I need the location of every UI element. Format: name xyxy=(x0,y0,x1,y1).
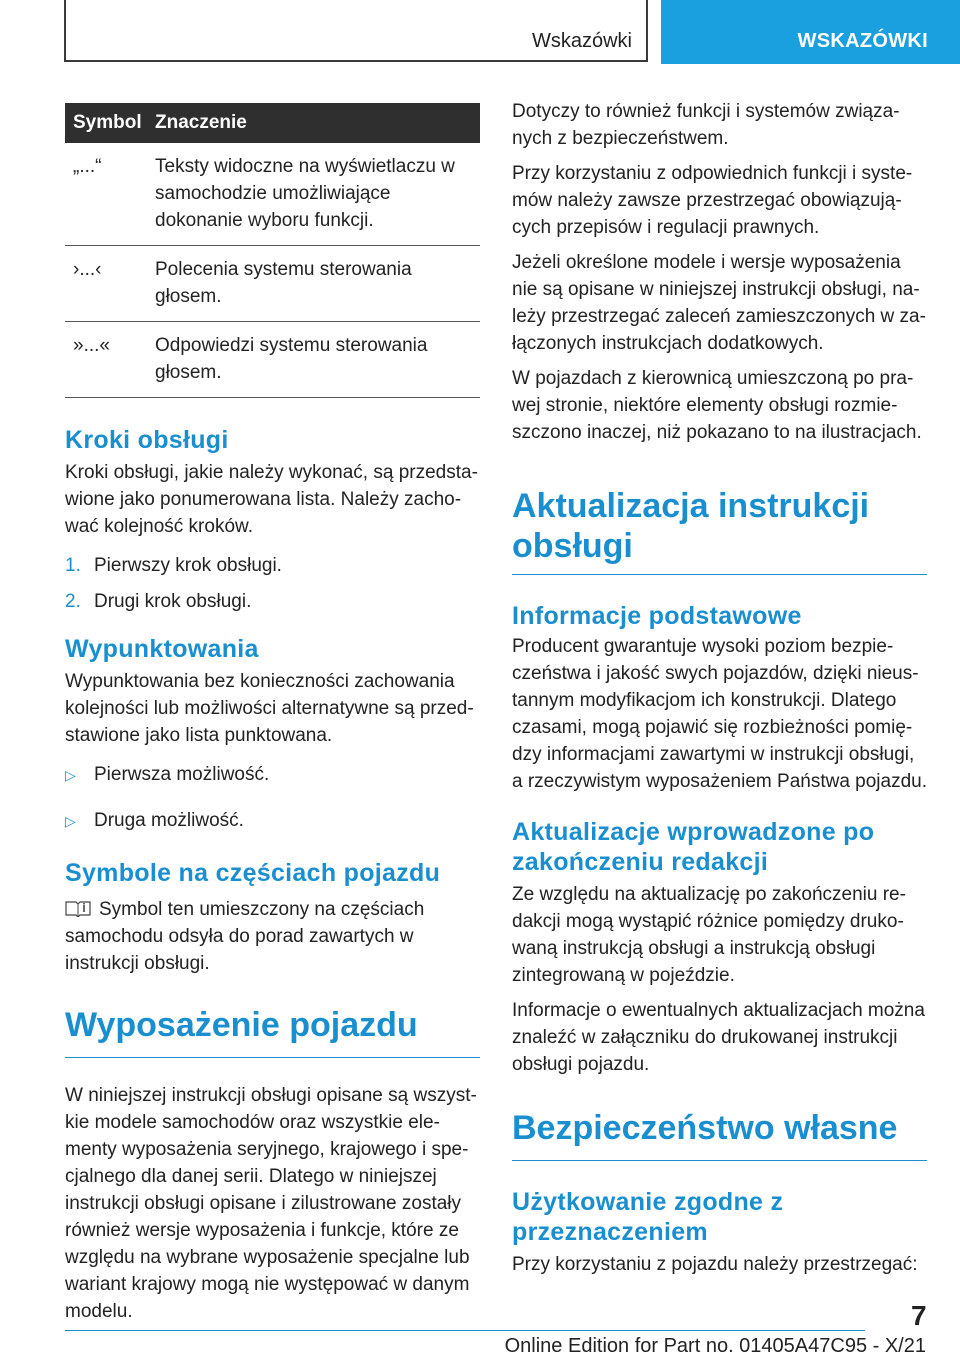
table-cell-meaning: Teksty widoczne na wyświetlaczu w samochodzie umożliwiające dokonanie wyboru funkcji. xyxy=(153,143,480,246)
table-cell-symbol: „...“ xyxy=(65,143,153,246)
intro-paragraph: Jeżeli określone modele i wersje wyposażenia nie są opisane w niniejszej instrukcji obsługi, należy przestrzegać zaleceń zamieszczonych w załączonych instrukcjach dodatkowych. xyxy=(512,252,926,354)
list-number: 2. xyxy=(65,591,81,612)
header-frame xyxy=(64,0,648,62)
equipment-heading: Wyposażenie pojazdu xyxy=(65,1006,418,1044)
left-column xyxy=(65,103,480,1333)
list-item-text: Druga możliwość. xyxy=(94,810,244,831)
list-number: 1. xyxy=(65,555,81,576)
bullets-text: Wypunktowania bez konieczności zachowania kolejności lub możliwości alternatywne są przedstawione jako lista punktowana. xyxy=(65,671,474,746)
symbol-table xyxy=(65,103,480,398)
table-cell-meaning: Polecenia systemu sterowania głosem. xyxy=(153,246,480,322)
basics-heading: Informacje podstawowe xyxy=(512,602,802,630)
table-header-meaning: Znaczenie xyxy=(153,103,480,143)
table-row xyxy=(65,246,480,322)
section-tab[interactable] xyxy=(661,0,960,64)
after-edit-text: Informacje o ewentualnych aktualizacjach można znaleźć w załączniku do drukowanej instrukcji obsługi pojazdu. xyxy=(512,1000,925,1075)
page-number: 7 xyxy=(911,1300,927,1331)
symbols-text-content: Symbol ten umieszczony na częściach samochodu odsyła do porad zawartych w instrukcji obsługi. xyxy=(65,899,425,974)
list-item xyxy=(65,552,480,579)
table-row xyxy=(65,322,480,398)
list-item xyxy=(65,588,480,615)
list-item-text: Drugi krok obsługi. xyxy=(94,591,252,612)
intended-use-heading: Użytkowanie zgodne z przeznaczeniem xyxy=(512,1188,784,1246)
section-tab-label: WSKAZÓWKI xyxy=(797,30,928,52)
table-cell-symbol: ›...‹ xyxy=(65,246,153,322)
basics-text: Producent gwarantuje wysoki poziom bezpieczeństwa i jakość swych pojazdów, dzięki nieustannym modyfikacjom ich konstrukcji. Dlatego czasami, mogą pojawić się rozbieżności pomiędzy informacjami zawartymi w instrukcji obsługi, a rzeczywistym wyposażeniem Państwa pojazdu. xyxy=(512,636,928,792)
numbered-list xyxy=(65,552,480,615)
right-column xyxy=(512,98,927,1286)
intended-use-text: Przy korzystaniu z pojazdu należy przestrzegać: xyxy=(512,1254,918,1275)
table-header-symbol: Symbol xyxy=(65,103,153,143)
steps-text: Kroki obsługi, jakie należy wykonać, są przedstawione jako ponumerowana lista. Należy zachować kolejność kroków. xyxy=(65,462,478,537)
triangle-bullet-icon: ▷ xyxy=(65,813,76,829)
equipment-divider xyxy=(65,1057,480,1058)
bullets-heading: Wypunktowania xyxy=(65,635,259,663)
triangle-bullet-icon: ▷ xyxy=(65,767,76,783)
list-item xyxy=(65,807,480,835)
edition-footer: Online Edition for Part no. 01405A47C95 - X/21 xyxy=(504,1335,926,1357)
intro-paragraph: Przy korzystaniu z odpowiednich funkcji i systemów należy zawsze przestrzegać obowiązujących przepisów i regulacji prawnych. xyxy=(512,163,913,238)
intro-paragraph: W pojazdach z kierownicą umieszczoną po prawej stronie, niektóre elementy obsługi rozmieszczono inaczej, niż pokazano to na ilustracjach. xyxy=(512,368,922,443)
update-heading: Aktualizacja instrukcji obsługi xyxy=(512,487,870,565)
list-item xyxy=(65,761,480,789)
steps-heading: Kroki obsługi xyxy=(65,426,229,454)
table-header-row xyxy=(65,103,480,143)
after-edit-heading: Aktualizacje wprowadzone po zakończeniu redakcji xyxy=(512,818,875,876)
manual-book-icon xyxy=(65,900,91,917)
section-label: Wskazówki xyxy=(531,30,632,52)
symbols-heading: Symbole na częściach pojazdu xyxy=(65,859,441,887)
bullet-list xyxy=(65,761,480,835)
table-cell-symbol: »...« xyxy=(65,322,153,398)
after-edit-text: Ze względu na aktualizację po zakończeniu redakcji mogą wystąpić różnice pomiędzy drukowaną instrukcją obsługi a instrukcją obsługi zintegrowaną w pojeździe. xyxy=(512,884,906,986)
table-cell-meaning: Odpowiedzi systemu sterowania głosem. xyxy=(153,322,480,398)
safety-heading: Bezpieczeństwo własne xyxy=(512,1109,898,1147)
equipment-text: W niniejszej instrukcji obsługi opisane są wszystkie modele samochodów oraz wszystkie elementy wyposażenia seryjnego, krajowego i specjalnego dla danej serii. Dlatego w niniejszej instrukcji obsługi opisane i zilustrowane zostały również wersje wyposażenia i funkcje, które ze względu na wybrane wyposażenie specjalne lub wariant krajowy mogą nie występować w danym modelu. xyxy=(65,1085,477,1322)
list-item-text: Pierwsza możliwość. xyxy=(94,764,270,785)
intro-paragraph: Dotyczy to również funkcji i systemów związanych z bezpieczeństwem. xyxy=(512,101,900,149)
list-item-text: Pierwszy krok obsługi. xyxy=(94,555,282,576)
footer-divider xyxy=(65,1330,865,1331)
symbols-text xyxy=(65,896,480,977)
table-row xyxy=(65,143,480,246)
